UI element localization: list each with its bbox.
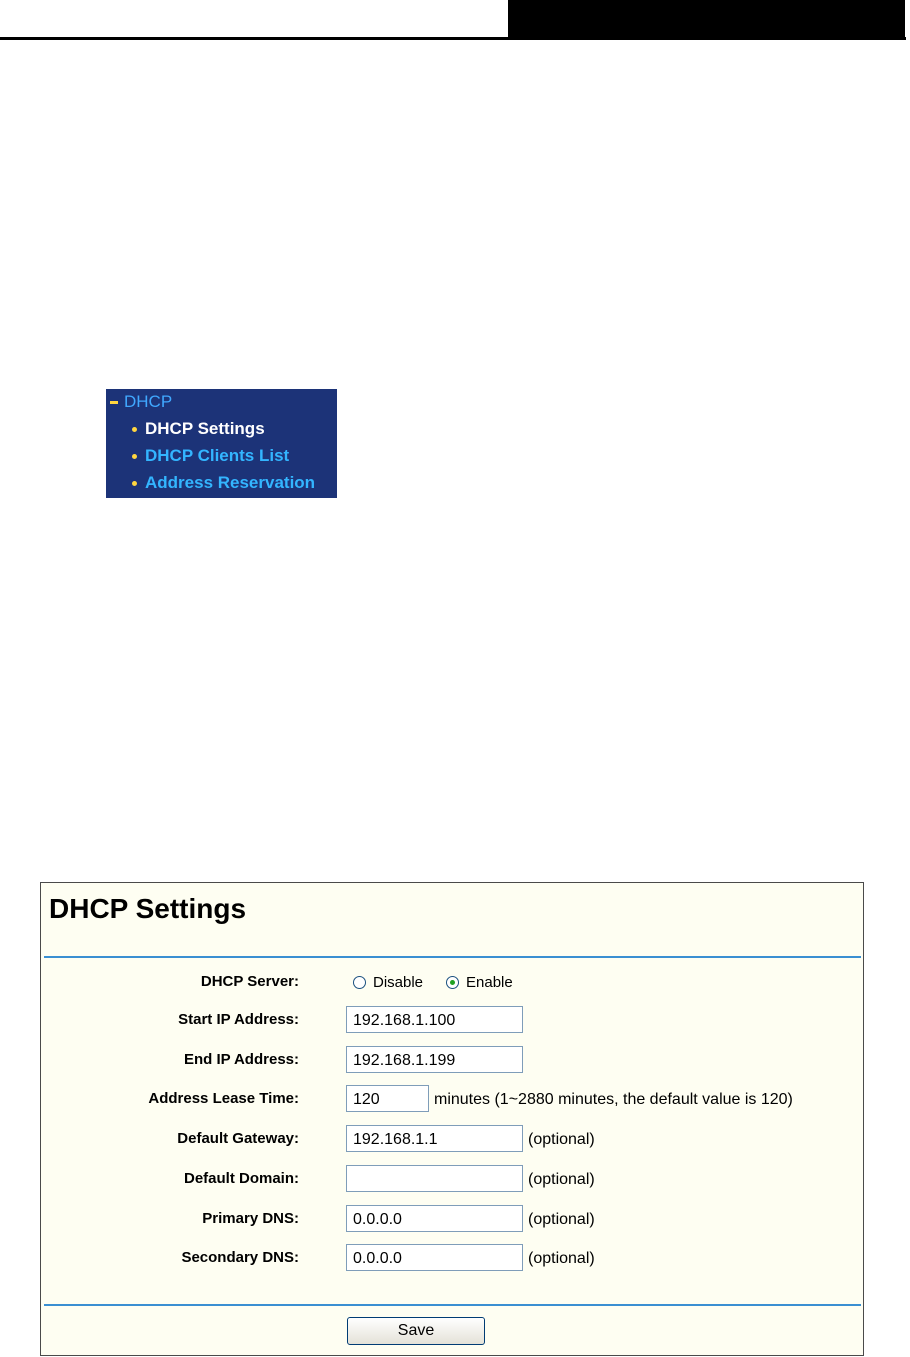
page-header-rule: [0, 37, 906, 40]
collapse-icon: [110, 401, 118, 404]
default-domain-label: Default Domain:: [183, 1170, 299, 1187]
lease-time-hint: minutes (1~2880 minutes, the default value is 120): [434, 1091, 793, 1108]
primary-dns-optional-hint: (optional): [528, 1211, 595, 1228]
sidebar-menu: [106, 389, 337, 498]
secondary-dns-input[interactable]: [346, 1244, 523, 1271]
start-ip-input[interactable]: [346, 1006, 523, 1033]
dhcp-settings-panel: [40, 882, 864, 1356]
dhcp-server-label: DHCP Server:: [200, 973, 299, 990]
default-domain-input[interactable]: [346, 1165, 523, 1192]
footer-separator: [44, 1304, 861, 1306]
bullet-icon: [132, 481, 137, 486]
default-gateway-input[interactable]: [346, 1125, 523, 1152]
menu-item-address-reservation[interactable]: [106, 472, 315, 494]
domain-optional-hint: (optional): [528, 1171, 595, 1188]
menu-item-dhcp-settings[interactable]: [106, 418, 265, 440]
menu-item-label: DHCP Clients List: [145, 446, 290, 465]
menu-item-dhcp[interactable]: [106, 391, 172, 413]
secondary-dns-label: Secondary DNS:: [181, 1249, 299, 1266]
disable-radio-label: Disable: [373, 974, 424, 991]
menu-item-dhcp-clients-list[interactable]: [106, 445, 289, 467]
save-button[interactable]: Save: [347, 1317, 485, 1345]
gateway-optional-hint: (optional): [528, 1131, 595, 1148]
bullet-icon: [132, 427, 137, 432]
enable-radio-label: Enable: [466, 974, 513, 991]
page-header-bar: [508, 0, 902, 37]
bullet-icon: [132, 454, 137, 459]
end-ip-input[interactable]: [346, 1046, 523, 1073]
menu-item-label: DHCP Settings: [145, 419, 265, 438]
page-header-edge: [902, 0, 905, 37]
lease-time-input[interactable]: [346, 1085, 429, 1112]
menu-item-label: Address Reservation: [145, 473, 316, 492]
secondary-dns-optional-hint: (optional): [528, 1250, 595, 1267]
primary-dns-input[interactable]: [346, 1205, 523, 1232]
lease-time-label: Address Lease Time:: [148, 1090, 299, 1107]
end-ip-label: End IP Address:: [183, 1051, 299, 1068]
start-ip-label: Start IP Address:: [178, 1011, 299, 1028]
primary-dns-label: Primary DNS:: [202, 1210, 299, 1227]
enable-radio[interactable]: [446, 976, 459, 989]
menu-item-dhcp-label: DHCP: [124, 392, 173, 411]
default-gateway-label: Default Gateway:: [177, 1130, 299, 1147]
disable-radio[interactable]: [353, 976, 366, 989]
radio-selected-dot: [450, 980, 455, 985]
title-separator: [44, 956, 861, 958]
page-title: DHCP Settings: [49, 893, 247, 924]
